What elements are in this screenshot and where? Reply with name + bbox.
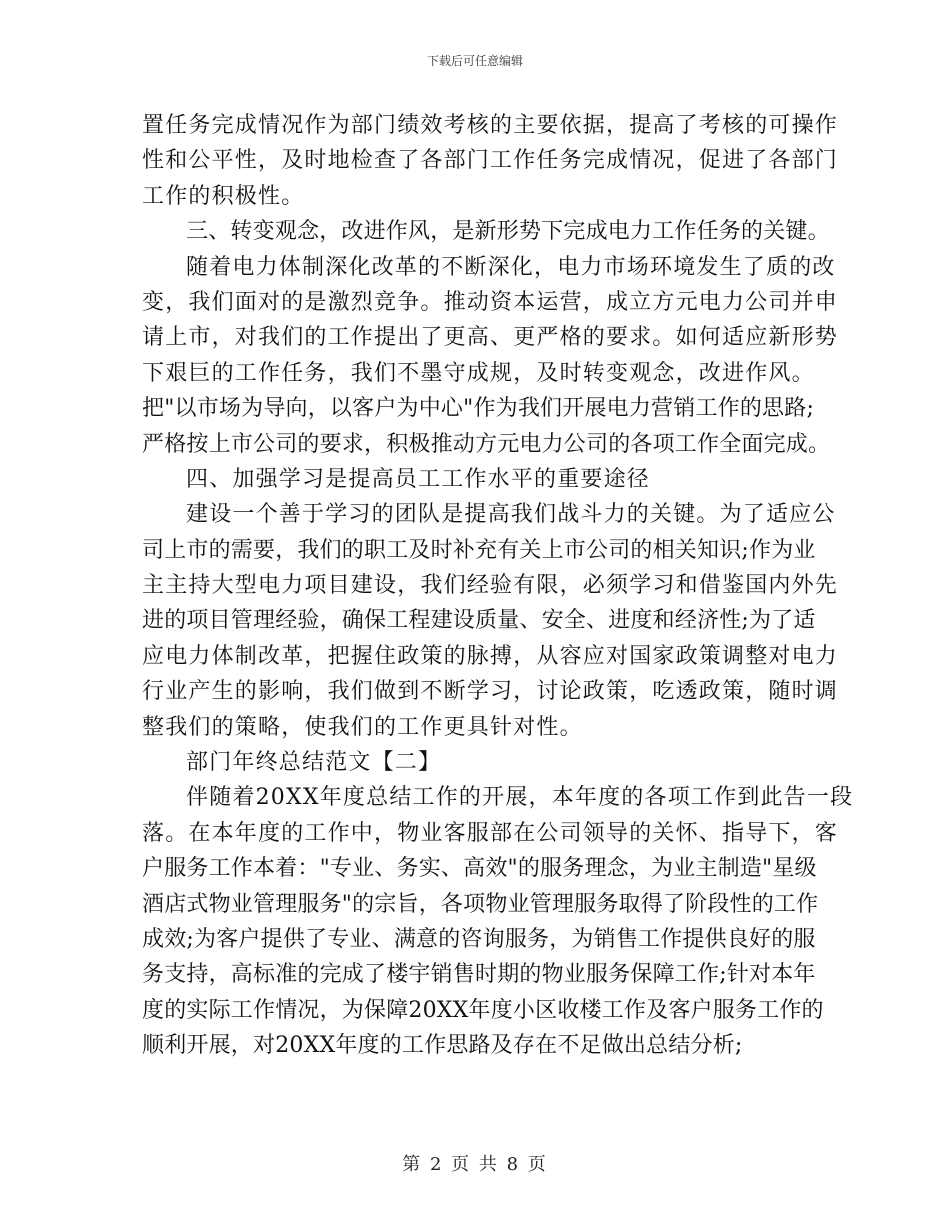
text-line: 应电力体制改革，把握住政策的脉搏，从容应对国家政策调整对电力 [142, 643, 839, 669]
text-line: 度的实际工作情况，为保障20XX年度小区收楼工作及客户服务工作的 [142, 997, 824, 1023]
section-heading: 四、加强学习是提高员工工作水平的重要途径 [186, 466, 651, 492]
text-line: 务支持，高标准的完成了楼宇销售时期的物业服务保障工作;针对本年 [142, 962, 816, 988]
page-number: 第 2 页 共 8 页 [402, 1154, 548, 1175]
text-line: 落。在本年度的工作中，物业客服部在公司领导的关怀、指导下，客 [142, 820, 839, 846]
section-heading: 三、转变观念，改进作风，是新形势下完成电力工作任务的关键。 [186, 219, 830, 245]
text-line: 顺利开展，对20XX年度的工作思路及存在不足做出总结分析; [142, 1033, 743, 1059]
text-line: 行业产生的影响，我们做到不断学习，讨论政策，吃透政策，随时调 [142, 679, 839, 705]
text-line: 置任务完成情况作为部门绩效考核的主要依据，提高了考核的可操作 [142, 113, 839, 138]
text-line: 工作的积极性。 [142, 183, 305, 209]
text-line: 进的项目管理经验，确保工程建设质量、安全、进度和经济性;为了适 [142, 608, 816, 634]
text-line: 整我们的策略，使我们的工作更具针对性。 [142, 714, 583, 740]
text-line: 随着电力体制深化改革的不断深化，电力市场环境发生了质的改 [186, 254, 836, 280]
section-title: 部门年终总结范文【二】 [186, 750, 442, 776]
document-body [142, 108, 854, 1064]
text-line: 把"以市场为导向，以客户为中心"作为我们开展电力营销工作的思路; [142, 396, 815, 422]
text-line: 性和公平性，及时地检查了各部门工作任务完成情况，促进了各部门 [142, 148, 839, 174]
text-line: 成效;为客户提供了专业、满意的咨询服务，为销售工作提供良好的服 [142, 926, 816, 952]
text-line: 司上市的需要，我们的职工及时补充有关上市公司的相关知识;作为业 [142, 537, 816, 563]
text-line: 严格按上市公司的要求，积极推动方元电力公司的各项工作全面完成。 [142, 431, 831, 457]
text-line: 下艰巨的工作任务，我们不墨守成规，及时转变观念，改进作风。 [142, 360, 815, 386]
text-line: 请上市，对我们的工作提出了更高、更严格的要求。如何适应新形势 [142, 325, 839, 351]
text-line: 伴随着20XX年度总结工作的开展，本年度的各项工作到此告一段 [186, 785, 854, 811]
text-line: 变，我们面对的是激烈竞争。推动资本运营，成立方元电力公司并申 [142, 289, 839, 315]
text-line: 建设一个善于学习的团队是提高我们战斗力的关键。为了适应公 [186, 502, 836, 528]
text-line: 主主持大型电力项目建设，我们经验有限，必须学习和借鉴国内外先 [142, 573, 839, 599]
text-line: 酒店式物业管理服务"的宗旨，各项物业管理服务取得了阶段性的工作 [142, 891, 819, 917]
page-header: 下载后可任意编辑 [426, 54, 523, 68]
text-line: 户服务工作本着："专业、务实、高效"的服务理念，为业主制造"星级 [142, 856, 817, 882]
